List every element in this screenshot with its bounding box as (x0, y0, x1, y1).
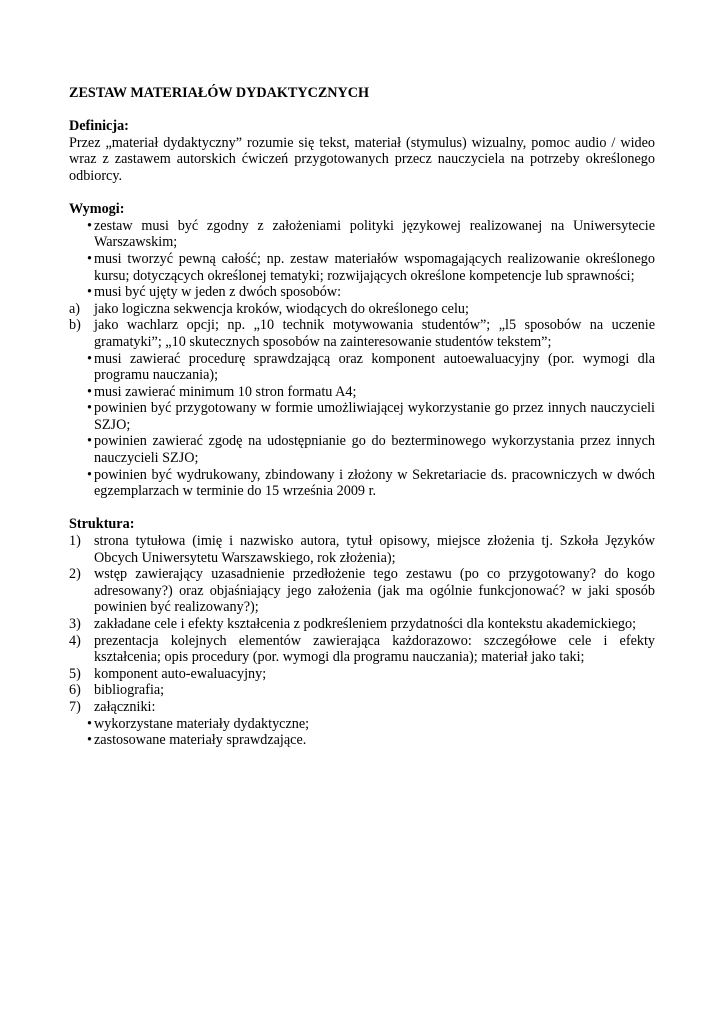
list-item-text: wykorzystane materiały dydaktyczne; (94, 715, 310, 732)
requirements-list-item (69, 218, 655, 251)
list-item-text: zakładane cele i efekty kształcenia z podkreśleniem przydatności dla kontekstu akademickiego; (94, 616, 637, 632)
requirements-list-item (69, 251, 655, 284)
bullet-marker: • (87, 250, 92, 267)
structure-list-item (69, 533, 655, 566)
structure-list-item (69, 732, 655, 749)
bullet-marker: • (87, 350, 92, 367)
structure-list-item (69, 682, 655, 699)
list-label-marker: b) (69, 317, 81, 334)
bullet-marker: • (87, 715, 92, 732)
list-item-text: zastosowane materiały sprawdzające. (94, 732, 307, 749)
list-label-marker: 7) (69, 698, 81, 715)
list-item-text: musi być ujęty w jeden z dwóch sposobów: (94, 284, 342, 301)
document-title: ZESTAW MATERIAŁÓW DYDAKTYCZNYCH (69, 85, 370, 101)
structure-list-item (69, 633, 655, 666)
requirements-list-item (69, 351, 655, 384)
requirements-list (69, 218, 655, 500)
requirements-list-item (69, 284, 655, 301)
list-item-text: bibliografia; (94, 682, 165, 699)
bullet-marker: • (87, 400, 92, 417)
list-label-marker: 3) (69, 616, 81, 632)
requirements-list-item (69, 467, 655, 500)
bullet-marker: • (87, 217, 92, 234)
requirements-list-item (69, 400, 655, 433)
bullet-marker: • (87, 284, 92, 301)
list-item-text: załączniki: (94, 698, 156, 715)
list-item-text: powinien zawierać zgodę na udostępnianie go do bezterminowego wykorzystania przez innych nauczycieli SZJO; (94, 433, 655, 467)
structure-list-item (69, 666, 655, 683)
structure-list-item (69, 699, 655, 716)
list-item-text: jako logiczna sekwencja kroków, wiodących do określonego celu; (94, 300, 469, 317)
list-item-text: prezentacja kolejnych elementów zawierająca każdorazowo: szczegółowe cele i efekty kształcenia; opis procedury (por. wymogi dla programu nauczania); materiał jako taki; (94, 632, 655, 666)
structure-list-item (69, 716, 655, 733)
list-label-marker: 4) (69, 632, 81, 649)
list-item-text: musi zawierać minimum 10 stron formatu A4; (94, 383, 357, 400)
structure-list (69, 533, 655, 749)
list-item-text: komponent auto-ewaluacyjny; (94, 665, 267, 682)
bullet-marker: • (87, 383, 92, 400)
list-item-text: powinien być wydrukowany, zbindowany i złożony w Sekretariacie ds. pracowniczych w dwóch egzemplarzach w terminie do 15 września 2009 r. (94, 466, 655, 500)
requirements-list-item (69, 317, 655, 350)
list-item-text: musi tworzyć pewną całość; np. zestaw materiałów wspomagających realizowanie określonego kursu; dotyczących określonej tematyki; rozwijających określone kompetencje lub sprawności; (94, 250, 655, 284)
list-label-marker: 5) (69, 665, 81, 682)
list-label-marker: a) (69, 300, 81, 317)
list-item-text: jako wachlarz opcji; np. „10 technik motywowania studentów”; „l5 sposobów na uczenie gramatyki”; „10 skutecznych sposobów na zainteresowanie studentów tekstem”; (94, 317, 655, 350)
list-label-marker: 1) (69, 533, 81, 550)
requirements-list-item (69, 301, 655, 318)
structure-list-item (69, 566, 655, 616)
definition-text: Przez „materiał dydaktyczny” rozumie się tekst, materiał (stymulus) wizualny, pomoc audio / wideo wraz z zastawem autorskich ćwiczeń przygotowanych przecz nauczyciela na potrzeby określonego odbiorcy. (69, 134, 655, 184)
structure-heading: Struktura: (69, 516, 135, 533)
requirements-list-item (69, 384, 655, 401)
definition-heading: Definicja: (69, 118, 129, 135)
bullet-marker: • (87, 732, 92, 749)
list-label-marker: 6) (69, 682, 81, 699)
bullet-marker: • (87, 433, 92, 450)
list-item-text: strona tytułowa (imię i nazwisko autora, tytuł opisowy, miejsce złożenia tj. Szkoła Języków Obcych Uniwersytetu Warszawskiego, rok złożenia); (94, 533, 655, 566)
requirements-list-item (69, 433, 655, 466)
bullet-marker: • (87, 466, 92, 483)
structure-list-item (69, 616, 655, 633)
list-item-text: musi zawierać procedurę sprawdzającą oraz komponent autoewaluacyjny (por. wymogi dla programu nauczania); (94, 350, 655, 384)
document-page (69, 85, 655, 765)
list-item-text: wstęp zawierający uzasadnienie przedłożenie tego zestawu (po co przygotowany? do kogo adresowany?) oraz objaśniający jego założenia (jak ma ogólnie funkcjonować? w jaki sposób powinien być realizowany?); (94, 566, 655, 616)
list-item-text: zestaw musi być zgodny z założeniami polityki językowej realizowanej na Uniwersytecie Warszawskim; (94, 217, 655, 251)
list-label-marker: 2) (69, 566, 81, 583)
list-item-text: powinien być przygotowany w formie umożliwiającej wykorzystanie go przez innych nauczycieli SZJO; (94, 400, 655, 433)
requirements-heading: Wymogi: (69, 201, 125, 218)
